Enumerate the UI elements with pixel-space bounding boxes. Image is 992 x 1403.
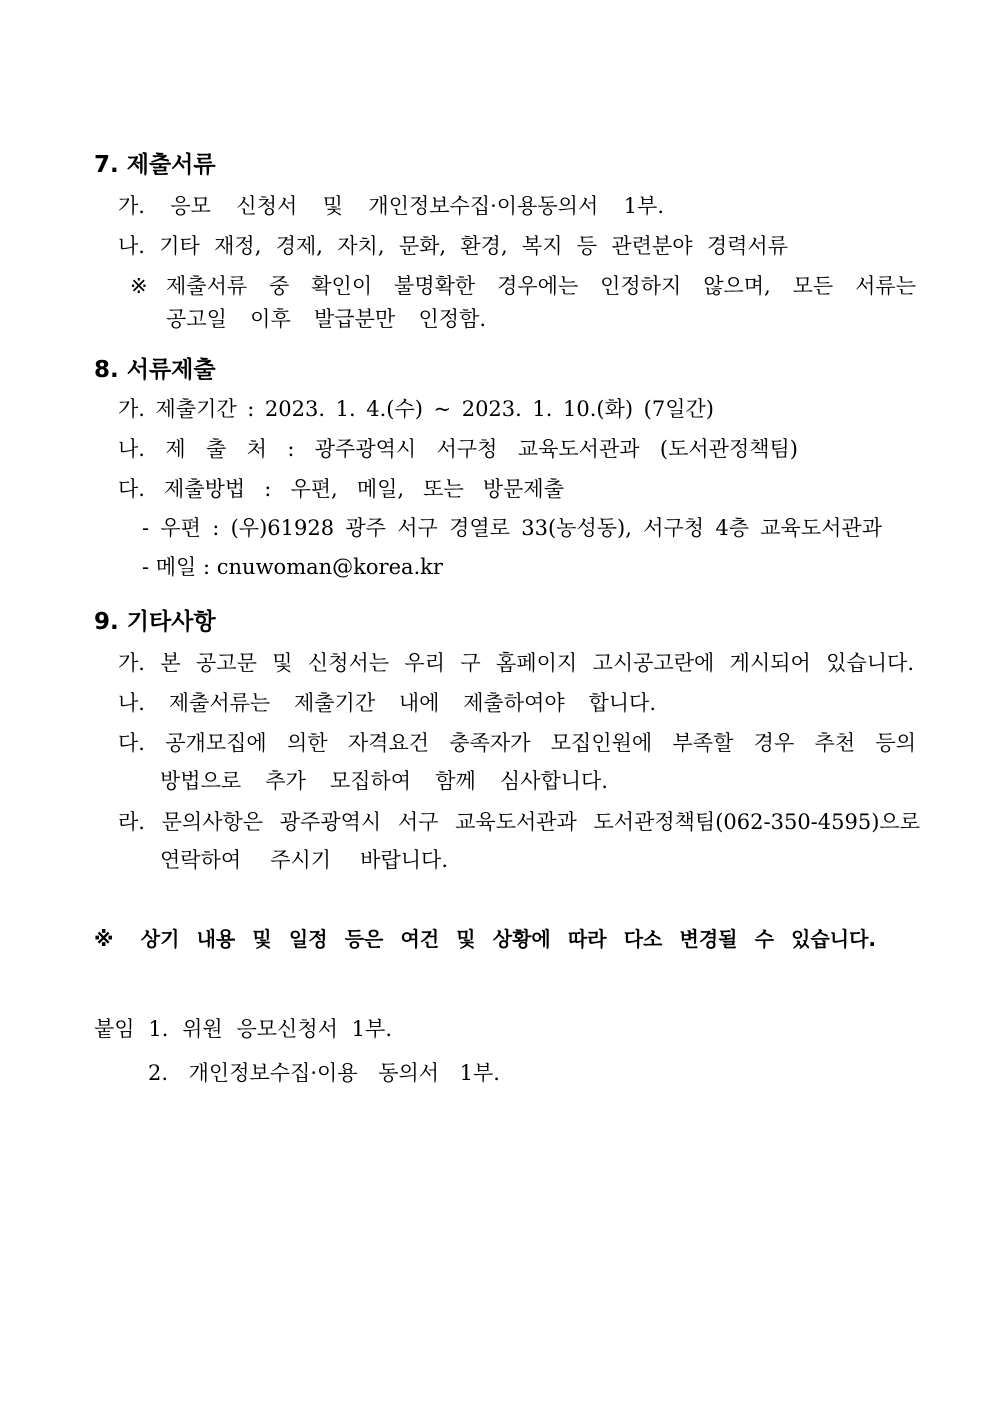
section-8-sub-post: - 우편 : (우)61928 광주 서구 경열로 33(농성동), 서구청 4층 교육도서관과	[142, 516, 882, 540]
attachment-line-1: 붙임 1. 위원 응모신청서 1부.	[94, 1017, 392, 1041]
section-9-item-da-line2: 방법으로 추가 모집하여 함께 심사합니다.	[160, 769, 608, 793]
section-7-title: 7. 제출서류	[94, 152, 216, 178]
section-8-item-na: 나. 제 출 처 : 광주광역시 서구청 교육도서관과 (도서관정책팀)	[118, 437, 798, 461]
section-7-note-mark: ※	[130, 274, 148, 298]
section-9-item-da-line1: 다. 공개모집에 의한 자격요건 충족자가 모집인원에 부족할 경우 추천 등의	[118, 731, 916, 755]
section-9-item-ra-line1: 라. 문의사항은 광주광역시 서구 교육도서관과 도서관정책팀(062-350-4595)으로	[118, 810, 920, 834]
section-7-note-line1: 제출서류 중 확인이 불명확한 경우에는 인정하지 않으며, 모든 서류는	[166, 274, 916, 298]
section-8-sub-mail: - 메일 : cnuwoman@korea.kr	[142, 555, 443, 579]
section-9-item-na: 나. 제출서류는 제출기간 내에 제출하여야 합니다.	[118, 691, 656, 715]
section-8-item-ga: 가. 제출기간 : 2023. 1. 4.(수) ~ 2023. 1. 10.(화) (7일간)	[118, 397, 714, 421]
section-7-item-na: 나. 기타 재정, 경제, 자치, 문화, 환경, 복지 등 관련분야 경력서류	[118, 234, 788, 258]
section-8-item-da: 다. 제출방법 : 우편, 메일, 또는 방문제출	[118, 477, 564, 501]
section-9-title: 9. 기타사항	[94, 609, 216, 635]
section-9-item-ga: 가. 본 공고문 및 신청서는 우리 구 홈페이지 고시공고란에 게시되어 있습니다.	[118, 651, 914, 675]
section-7-note-line2: 공고일 이후 발급분만 인정함.	[166, 307, 486, 331]
section-8-title: 8. 서류제출	[94, 357, 216, 383]
attachment-line-2: 2. 개인정보수집·이용 동의서 1부.	[148, 1061, 500, 1085]
change-notice: ※ 상기 내용 및 일정 등은 여건 및 상황에 따라 다소 변경될 수 있습니다.	[94, 927, 876, 951]
section-9-item-ra-line2: 연락하여 주시기 바랍니다.	[160, 848, 448, 872]
section-7-item-ga: 가. 응모 신청서 및 개인정보수집·이용동의서 1부.	[118, 194, 664, 218]
